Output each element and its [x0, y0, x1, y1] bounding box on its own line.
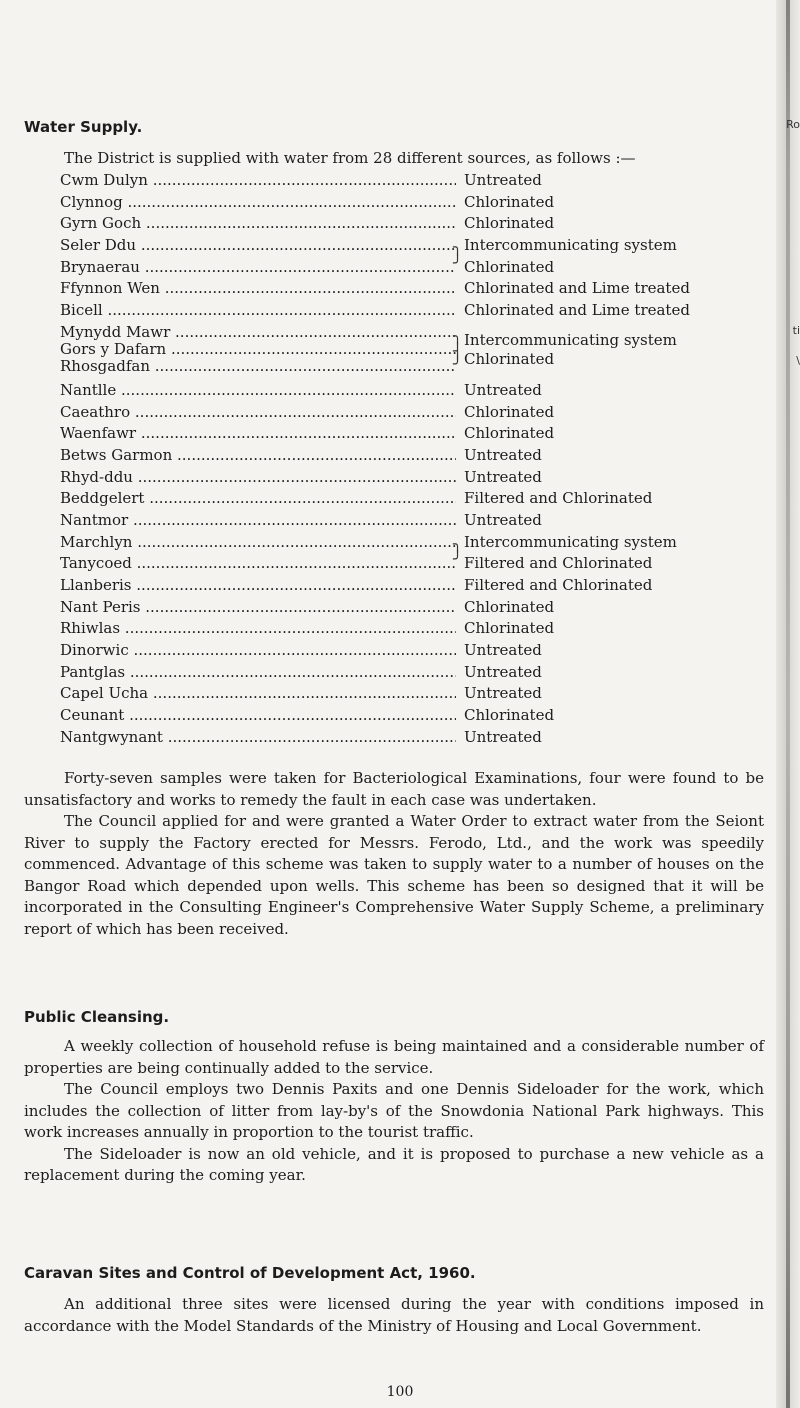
source-row — [60, 550, 710, 576]
source-treatment: Untreated — [464, 510, 542, 529]
water-supply-body — [24, 768, 764, 940]
brace-bottom: ╯ — [453, 354, 463, 373]
brace-top: ╮ — [453, 238, 463, 257]
source-row — [60, 301, 710, 323]
source-treatment: Intercommunicating system — [464, 532, 677, 551]
source-row — [60, 641, 710, 663]
source-name: Rhiwlas ..... — [60, 619, 456, 637]
water-paragraph-1: Forty-seven samples were taken for Bacteriological Examinations, four were found to be unsatisfactory and works to remedy the fault in each case was undertaken. — [24, 769, 764, 809]
source-row — [60, 193, 710, 215]
source-name: Rhosgadfan ..... — [60, 357, 456, 375]
source-treatment: Untreated — [464, 467, 542, 486]
source-name: Caeathro ..... — [60, 403, 456, 421]
public-cleansing-heading: Public Cleansing. — [24, 1008, 170, 1026]
source-row — [60, 381, 710, 403]
source-treatment: Chlorinated — [464, 192, 555, 211]
source-row — [60, 489, 710, 511]
source-row — [60, 424, 710, 446]
source-name: Brynaerau ..... — [60, 258, 456, 276]
source-treatment: Chlorinated — [464, 349, 555, 368]
source-name: Marchlyn ..... — [60, 533, 456, 551]
cleansing-paragraph-3: The Sideloader is now an old vehicle, and it is proposed to purchase a new vehicle as a replacement during the coming year. — [24, 1144, 764, 1184]
source-row — [60, 684, 710, 706]
water-supply-heading: Water Supply. — [24, 118, 143, 136]
source-name: Nantgwynant ..... — [60, 728, 456, 746]
source-treatment: Untreated — [464, 662, 542, 681]
source-treatment: Untreated — [464, 684, 542, 703]
source-treatment: Chlorinated and Lime treated — [464, 301, 690, 320]
source-name: Pantglas ..... — [60, 663, 456, 681]
cleansing-paragraph-1: A weekly collection of household refuse is being maintained and a considerable number of properties are being continually added to the service. — [24, 1037, 764, 1077]
brace-bottom: ╯ — [453, 253, 463, 272]
binding-strip — [786, 0, 790, 1408]
source-row — [60, 533, 710, 555]
source-name: Rhyd-ddu ..... — [60, 468, 456, 486]
source-treatment: Chlorinated — [464, 424, 555, 443]
edge-mark-2: ti — [792, 324, 800, 337]
edge-mark-1: Ro — [786, 118, 800, 131]
source-treatment: Filtered and Chlorinated — [464, 554, 653, 573]
brace-bottom: ╯ — [453, 550, 463, 569]
source-name: Gyrn Goch ..... — [60, 214, 456, 232]
water-paragraph-2: The Council applied for and were granted a Water Order to extract water from the Seiont River to supply the Factory erected for Messrs. Ferodo, Ltd., and the work was speedily commenced. Advantage of this scheme was taken to supply water to a number of houses on the Bangor Road which depended upon wells. This scheme has been so designed that it will be incorporated in the Consulting Engineer's Comprehensive Water Supply Scheme, a preliminary report of which has been received. — [24, 812, 764, 938]
source-row — [60, 253, 710, 280]
source-name: Nant Peris ..... — [60, 598, 456, 616]
source-treatment: Untreated — [464, 641, 542, 660]
source-name: Ceunant ..... — [60, 706, 456, 724]
caravan-sites-body — [24, 1294, 764, 1337]
page-edge-shadow — [776, 0, 800, 1408]
source-treatment: Intercommunicating system — [464, 236, 677, 255]
caravan-paragraph-1: An additional three sites were licensed during the year with conditions imposed in accordance with the Model Standards of the Ministry of Housing and Local Government. — [24, 1295, 764, 1335]
source-treatment: Chlorinated — [464, 214, 555, 233]
source-name: Ffynnon Wen ..... — [60, 279, 456, 297]
source-treatment: Filtered and Chlorinated — [464, 576, 653, 594]
source-name: Clynnog ..... — [60, 193, 456, 211]
source-row — [60, 279, 710, 301]
source-treatment: Chlorinated — [464, 402, 555, 421]
source-treatment: Untreated — [464, 380, 542, 399]
source-name: Capel Ucha ..... — [60, 684, 456, 702]
source-treatment: Chlorinated — [464, 706, 555, 725]
source-row — [60, 619, 710, 641]
intro-text: The District is supplied with water from 28 different sources, as follows :— — [64, 149, 636, 167]
source-treatment: Untreated — [464, 445, 542, 464]
cleansing-paragraph-2: The Council employs two Dennis Paxits and one Dennis Sideloader for the work, which includes the collection of litter from lay-by's of the Snowdonia National Park highways. This work increases annually in proportion to the tourist traffic. — [24, 1080, 764, 1141]
source-name: Waenfawr ..... — [60, 424, 456, 442]
source-row — [60, 171, 710, 193]
source-row — [60, 511, 710, 533]
water-supply-intro — [24, 148, 764, 170]
edge-mark-3: \ — [796, 354, 800, 367]
source-name: Beddgelert ..... — [60, 489, 456, 507]
source-name: Nantlle ..... — [60, 381, 456, 399]
public-cleansing-body — [24, 1036, 764, 1187]
brace-mid: ┤ — [453, 341, 463, 360]
source-row — [60, 728, 710, 750]
source-treatment: Chlorinated — [464, 597, 555, 616]
source-name: Nantmor ..... — [60, 511, 456, 529]
source-row — [60, 403, 710, 425]
source-row — [60, 214, 710, 236]
source-row — [60, 446, 710, 468]
source-treatment: Chlorinated — [464, 257, 555, 276]
source-name: Cwm Dulyn ..... — [60, 171, 456, 189]
source-row — [60, 354, 710, 381]
source-name: Llanberis ..... — [60, 576, 456, 594]
source-row — [60, 663, 710, 685]
source-row — [60, 706, 710, 728]
source-row — [60, 576, 710, 598]
source-treatment: Untreated — [464, 727, 542, 746]
source-name: Mynydd Mawr ..... — [60, 323, 456, 341]
source-row — [60, 236, 710, 258]
water-sources-table — [60, 171, 710, 750]
source-treatment: Chlorinated — [464, 619, 555, 638]
source-row — [60, 468, 710, 490]
source-treatment: Intercommunicating system — [464, 330, 677, 349]
source-row — [60, 598, 710, 620]
brace-top: ╮ — [453, 534, 463, 553]
brace-top: ╮ — [453, 326, 463, 345]
source-treatment: Untreated — [464, 171, 542, 189]
source-treatment: Filtered and Chlorinated — [464, 489, 653, 508]
page-number: 100 — [386, 1384, 414, 1400]
source-name: Dinorwic ..... — [60, 641, 456, 659]
source-name: Seler Ddu ..... — [60, 236, 456, 254]
source-name: Bicell ..... — [60, 301, 456, 319]
caravan-sites-heading: Caravan Sites and Control of Development Act, 1960. — [24, 1264, 476, 1282]
source-name: Betws Garmon ..... — [60, 446, 456, 464]
source-treatment: Chlorinated and Lime treated — [464, 279, 690, 298]
source-name: Gors y Dafarn ..... — [60, 340, 456, 358]
source-name: Tanycoed ..... — [60, 554, 456, 572]
